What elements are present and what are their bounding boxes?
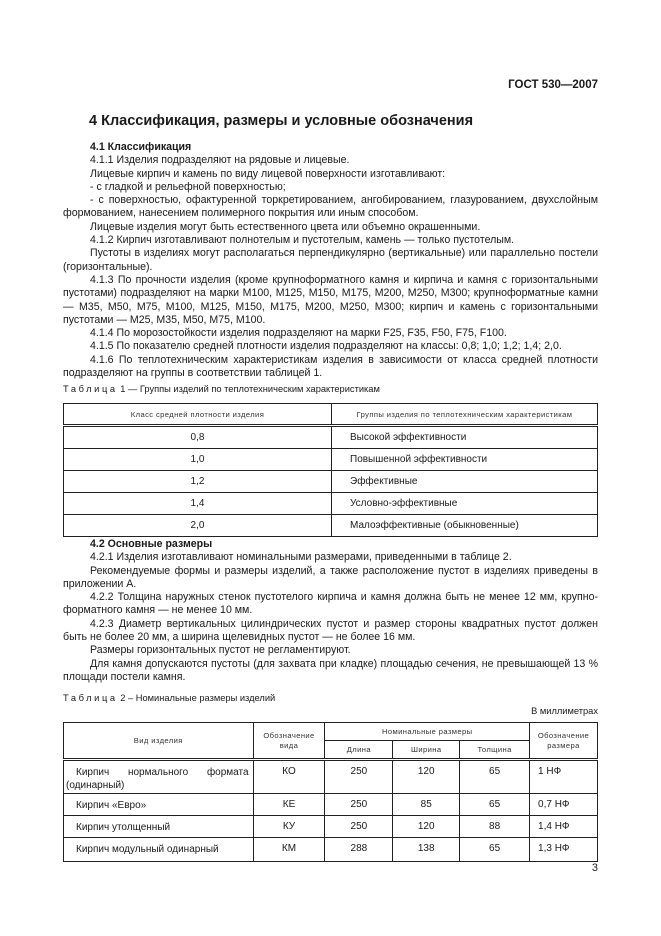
table-row bbox=[64, 471, 598, 493]
thickness: 65 bbox=[460, 760, 530, 794]
length: 288 bbox=[325, 838, 393, 862]
type-code: КО bbox=[253, 760, 325, 794]
paragraph: 4.1.2 Кирпич изготавливают полнотелым и пустотелым, камень — только пустотелым. bbox=[90, 234, 515, 247]
column-header-type: Вид изделия bbox=[64, 723, 254, 760]
length: 250 bbox=[325, 816, 393, 838]
table-row bbox=[64, 838, 598, 862]
column-header-type-code: Обозначение вида bbox=[253, 723, 325, 760]
paragraph: 4.1.4 По морозостойкости изделия подразделяют на марки F25, F35, F50, F75, F100. bbox=[90, 327, 507, 340]
density-class: 1,4 bbox=[64, 493, 332, 515]
size-code: 1 НФ bbox=[530, 760, 598, 794]
type-code: КУ bbox=[253, 816, 325, 838]
product-type-text: Кирпич утолщенный bbox=[76, 822, 171, 833]
thickness: 65 bbox=[460, 794, 530, 816]
section-4-1 bbox=[63, 141, 598, 380]
width: 85 bbox=[393, 794, 460, 816]
paragraph: Рекомендуемые формы и размеры изделий, а также расположение пустот в изделиях приведены в приложении А. bbox=[63, 564, 598, 590]
table-2-units: В миллиметрах bbox=[531, 706, 598, 716]
standard-header: ГОСТ 530—2007 bbox=[508, 79, 598, 91]
column-header-width: Ширина bbox=[393, 741, 460, 760]
table-row bbox=[64, 760, 598, 794]
column-header-size-code: Обозначение размера bbox=[530, 723, 598, 760]
thermal-group: Повышенной эффективности bbox=[332, 449, 598, 471]
caption-word: Таблица bbox=[63, 384, 118, 394]
product-type-text: Кирпич «Евро» bbox=[76, 800, 147, 811]
paragraph: Пустоты в изделиях могут располагаться перпендикулярно (вертикальные) или параллельно постели (горизонтальные). bbox=[63, 247, 598, 273]
paragraph: Лицевые кирпич и камень по виду лицевой поверхности изготавливают: bbox=[90, 167, 446, 180]
thermal-group: Малоэффективные (обыкновенные) bbox=[332, 515, 598, 537]
thermal-group: Условно-эффективные bbox=[332, 493, 598, 515]
paragraph: Лицевые изделия могут быть естественного цвета или объемно окрашенными. bbox=[90, 220, 481, 233]
paragraph: 4.2.3 Диаметр вертикальных цилиндрических пустот и размер стороны квадратных пустот должен быть не более 20 мм, а ширина щелевидных пустот — не более 16 мм. bbox=[63, 617, 598, 644]
size-code: 1,3 НФ bbox=[530, 838, 598, 862]
column-header-length: Длина bbox=[325, 741, 393, 760]
density-class: 1,0 bbox=[64, 449, 332, 471]
size-code: 1,4 НФ bbox=[530, 816, 598, 838]
paragraph: 4.1.6 По теплотехническим характеристикам изделия в зависимости от класса средней плотности подразделяют на группы в соответствии таблицей 1. bbox=[63, 353, 598, 380]
thermal-group: Высокой эффективности bbox=[332, 426, 598, 449]
section-4-2 bbox=[63, 538, 598, 684]
caption-text: 1 — Группы изделий по теплотехническим характеристикам bbox=[117, 384, 380, 394]
density-class: 0,8 bbox=[64, 426, 332, 449]
density-class: 1,2 bbox=[64, 471, 332, 493]
subsection-title-classification: 4.1 Классификация bbox=[90, 141, 192, 153]
product-type bbox=[64, 794, 254, 816]
width: 120 bbox=[393, 760, 460, 794]
thickness: 88 bbox=[460, 816, 530, 838]
column-header-nominal: Номинальные размеры bbox=[325, 723, 530, 741]
thickness: 65 bbox=[460, 838, 530, 862]
table-row bbox=[64, 816, 598, 838]
table-2-nominal-sizes bbox=[63, 722, 598, 862]
length: 250 bbox=[325, 760, 393, 794]
paragraph: 4.1.5 По показателю средней плотности изделия подразделяют на классы: 0,8; 1,0; 1,2; 1,4; 2,0. bbox=[90, 340, 562, 353]
width: 120 bbox=[393, 816, 460, 838]
paragraph: 4.2.1 Изделия изготавливают номинальными размерами, приведенными в таблице 2. bbox=[90, 551, 512, 564]
paragraph: 4.1.1 Изделия подразделяют на рядовые и лицевые. bbox=[90, 154, 350, 167]
paragraph: - с гладкой и рельефной поверхностью; bbox=[90, 180, 286, 193]
table-row bbox=[64, 794, 598, 816]
product-type bbox=[64, 816, 254, 838]
width: 138 bbox=[393, 838, 460, 862]
product-type bbox=[64, 760, 254, 794]
paragraph: 4.1.3 По прочности изделия (кроме крупноформатного камня и кирпича и камня с горизонтальными пустотами) подразделяют на марки М100, М125, М150, М175, М200, М250, М300; крупноформатные камни — М35, М50, М75, М100, М125, М150, М175, М200, М250, М300; кирпич и камень с горизонтальными пустотами — М25, М35, М50, М75, М100. bbox=[63, 273, 598, 326]
caption-text: 2 – Номинальные размеры изделий bbox=[117, 693, 276, 703]
size-code: 0,7 НФ bbox=[530, 794, 598, 816]
column-header: Группы изделия по теплотехническим характеристикам bbox=[332, 404, 598, 426]
thermal-group: Эффективные bbox=[332, 471, 598, 493]
product-type bbox=[64, 838, 254, 862]
type-code: КЕ bbox=[253, 794, 325, 816]
paragraph: - с поверхностью, офактуренной торкретированием, ангобированием, глазурованием, двухслойным формованием, нанесением полимерного покрытия или иным способом. bbox=[63, 194, 598, 220]
table-1-thermal-groups bbox=[63, 403, 598, 537]
paragraph: Размеры горизонтальных пустот не регламентируют. bbox=[90, 644, 351, 657]
column-header: Класс средней плотности изделия bbox=[64, 404, 332, 426]
table-row bbox=[64, 426, 598, 449]
product-type-text: Кирпич модульный одинарный bbox=[76, 844, 219, 855]
table-row bbox=[64, 449, 598, 471]
type-code: КМ bbox=[253, 838, 325, 862]
column-header-thickness: Толщина bbox=[460, 741, 530, 760]
section-title: 4 Классификация, размеры и условные обозначения bbox=[89, 113, 474, 129]
table-row bbox=[64, 493, 598, 515]
density-class: 2,0 bbox=[64, 515, 332, 537]
table-row bbox=[64, 515, 598, 537]
product-type-text: Кирпич нормального формата (одинарный) bbox=[66, 767, 249, 791]
page-number: 3 bbox=[591, 862, 598, 874]
subsection-title-dimensions: 4.2 Основные размеры bbox=[90, 538, 213, 550]
table-1-caption bbox=[63, 384, 380, 394]
paragraph: Для камня допускаются пустоты (для захвата при кладке) площадью сечения, не превышающей 13 % площади постели камня. bbox=[63, 657, 598, 683]
paragraph: 4.2.2 Толщина наружных стенок пустотелого кирпича и камня должна быть не менее 12 мм, крупно-форматного камня — не менее 10 мм. bbox=[63, 591, 598, 617]
caption-word: Таблица bbox=[63, 693, 118, 703]
table-2-caption bbox=[63, 693, 275, 703]
length: 250 bbox=[325, 794, 393, 816]
